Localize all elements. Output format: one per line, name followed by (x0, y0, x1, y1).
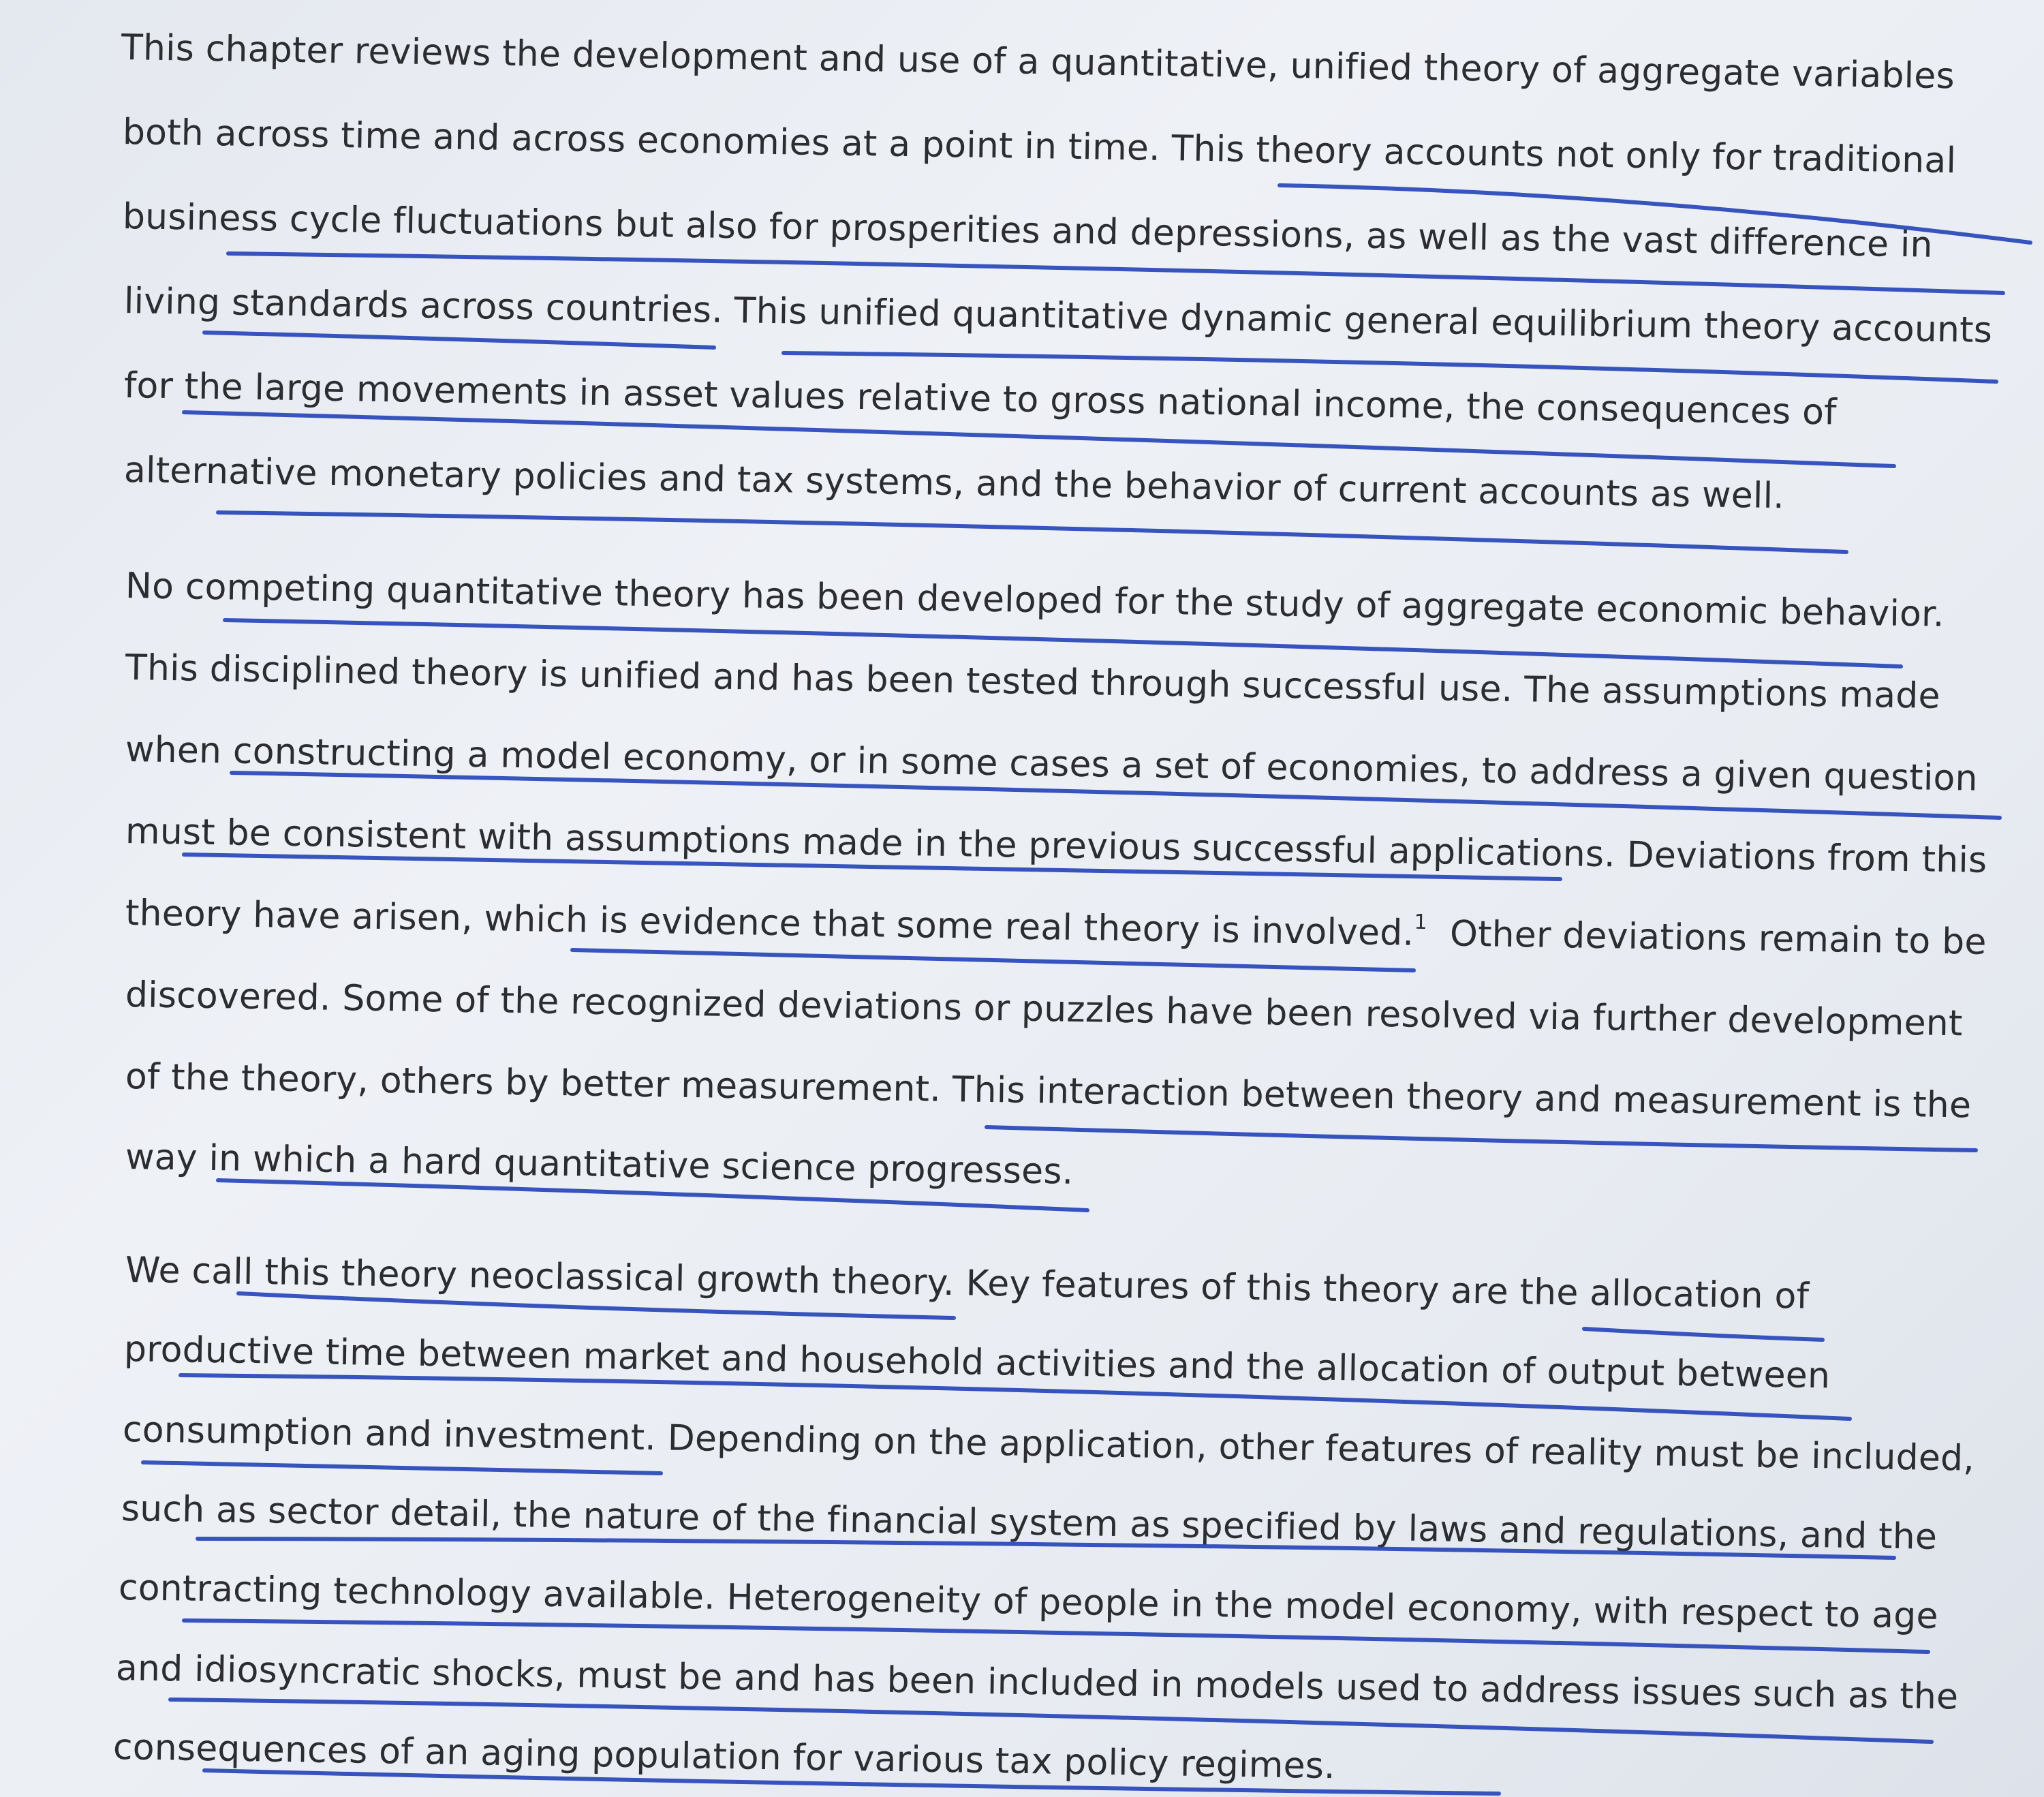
text-line: of the theory, others by better measurement. This interaction between theory and measurement is the (125, 1056, 1972, 1126)
text-line: living standards across countries. This unified quantitative dynamic general equilibrium theory accounts (123, 281, 1993, 352)
text-line: This disciplined theory is unified and has been tested through successful use. The assumptions made (125, 647, 1941, 717)
text-line: consequences of an aging population for various tax policy regimes. (112, 1727, 1336, 1787)
pen-underline (784, 353, 1996, 382)
text-line: We call this theory neoclassical growth theory. Key features of this theory are the allocation of (125, 1250, 1810, 1317)
pen-underline (1584, 1329, 1823, 1340)
pen-underline (143, 1462, 661, 1473)
pen-underline (204, 333, 714, 348)
text-line: consumption and investment. Depending on the application, other features of reality must be included, (122, 1409, 1975, 1479)
text-segment: theory have arisen, which is evidence that some real theory is involved. (125, 893, 1414, 954)
text-segment: Other deviations remain to be (1449, 913, 1987, 963)
pen-underline (218, 512, 1846, 552)
text-line: must be consistent with assumptions made in the previous successful applications. Deviations from this (125, 811, 1987, 881)
text-line: This chapter reviews the development and use of a quantitative, unified theory of aggregate variables (121, 27, 1955, 97)
text-line: business cycle fluctuations but also for prosperities and depressions, as well as the vast difference in (122, 196, 1934, 266)
text-line: when constructing a model economy, or in some cases a set of economies, to address a given question (125, 729, 1979, 799)
text-line: such as sector detail, the nature of the financial system as specified by laws and regulations, and the (121, 1488, 1938, 1558)
pen-underline (987, 1127, 1976, 1150)
text-line: No competing quantitative theory has been developed for the study of aggregate economic behavior. (125, 566, 1945, 635)
pen-underline (572, 950, 1414, 970)
text-line: for the large movements in asset values relative to gross national income, the consequences of (123, 365, 1838, 433)
text-line: way in which a hard quantitative science progresses. (125, 1137, 1074, 1193)
text-line: and idiosyncratic shocks, must be and has been included in models used to address issues such as the (115, 1648, 1959, 1718)
text-line: contracting technology available. Heterogeneity of people in the model economy, with respect to age (118, 1567, 1939, 1637)
text-line: alternative monetary policies and tax systems, and the behavior of current accounts as well. (123, 450, 1785, 517)
text-line: productive time between market and household activities and the allocation of output between (123, 1329, 1831, 1397)
text-line (125, 893, 1987, 963)
text-line: discovered. Some of the recognized deviations or puzzles have been resolved via further development (125, 974, 1964, 1045)
text-line: both across time and across economies at a point in time. This theory accounts not only for traditional (122, 112, 1957, 182)
footnote-ref[interactable]: 1 (1414, 910, 1428, 935)
